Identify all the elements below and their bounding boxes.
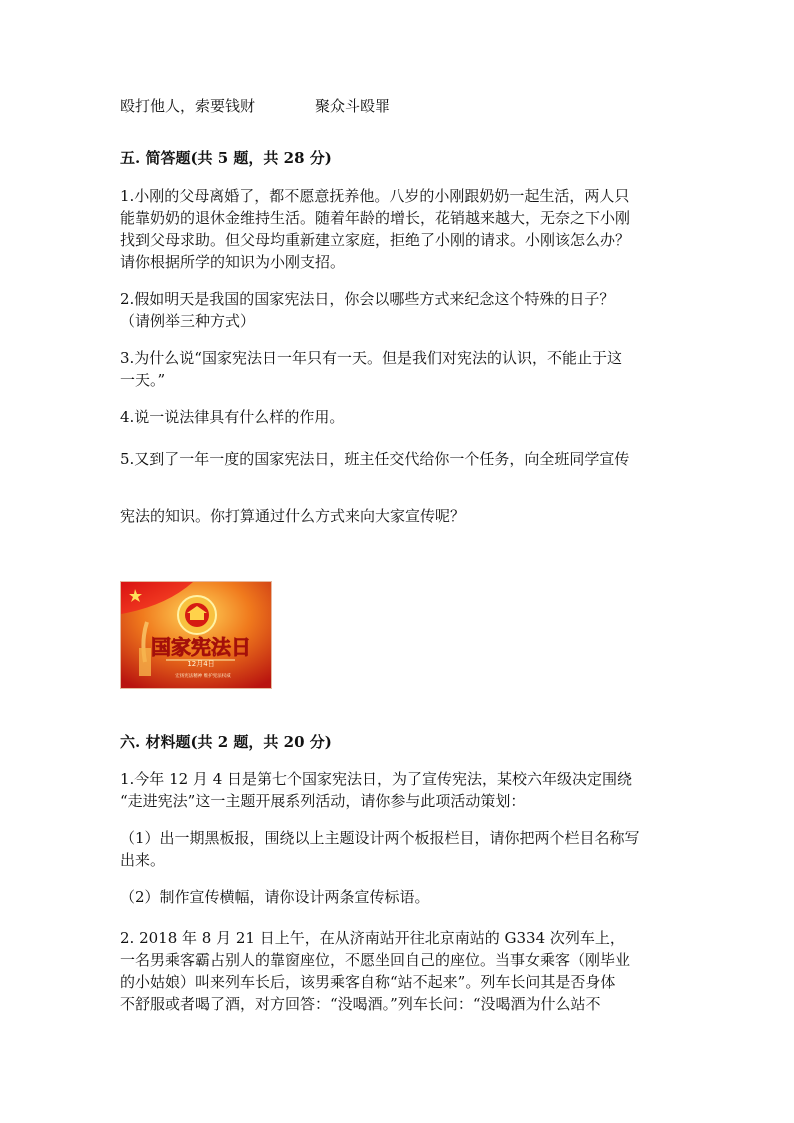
question-5-3: 3.为什么说“国家宪法日一年只有一天。但是我们对宪法的认识，不能止于这 一天。” [120,349,622,389]
constitution-day-image [120,581,272,689]
answer-left: 殴打他人，索要钱财 [120,97,256,115]
question-6-1: 1.今年 12 月 4 日是第七个国家宪法日，为了宣传宪法，某校六年级决定围绕 “走进宪法”这一主题开展系列活动，请你参与此项活动策划： [120,770,633,810]
question-6-1-part1: （1）出一期黑板报，围绕以上主题设计两个板报栏目，请你把两个栏目名称写 出来。 [120,829,640,869]
question-5-5b: 宪法的知识。你打算通过什么方式来向大家宣传呢？ [120,507,466,525]
answer-row [120,95,390,117]
question-5-2: 2.假如明天是我国的国家宪法日，你会以哪些方式来纪念这个特殊的日子？ （请例举三种方式） [120,290,615,330]
section-6-title: 六. 材料题(共 2 题，共 20 分) [120,733,332,751]
answer-right: 聚众斗殴罪 [315,97,391,115]
question-5-5a: 5.又到了一年一度的国家宪法日，班主任交代给你一个任务，向全班同学宣传 [120,450,630,468]
image-slogan: 宏扬宪法精神 维护宪法权威 [175,674,231,679]
section-5-title: 五. 简答题(共 5 题，共 28 分) [120,149,332,167]
question-6-1-part2: （2）制作宣传横幅，请你设计两条宣传标语。 [120,888,430,906]
question-6-2: 2. 2018 年 8 月 21 日上午，在从济南站开往北京南站的 G334 次列车上， 一名男乘客霸占别人的靠窗座位，不愿坐回自己的座位。当事女乘客（刚毕业 的小姑娘）叫来列车长后，该男乘客自称“站不起来”。列车长问其是否身体 不舒服或者喝了酒，对方回答：“没喝酒。”列车长问：“没喝酒为什么站不 [120,929,631,1013]
image-date: 12月4日 [187,660,215,668]
constitution-day-poster [121,582,271,688]
image-title: 国家宪法日 [151,635,251,659]
question-5-4: 4.说一说法律具有什么样的作用。 [120,408,345,426]
question-5-1: 1.小刚的父母离婚了，都不愿意抚养他。八岁的小刚跟奶奶一起生活，两人只 能靠奶奶的退休金维持生活。随着年龄的增长，花销越来越大，无奈之下小刚 找到父母求助。但父母均重新建立家庭，拒绝了小刚的请求。小刚该怎么办？ 请你根据所学的知识为小刚支招。 [120,187,631,271]
